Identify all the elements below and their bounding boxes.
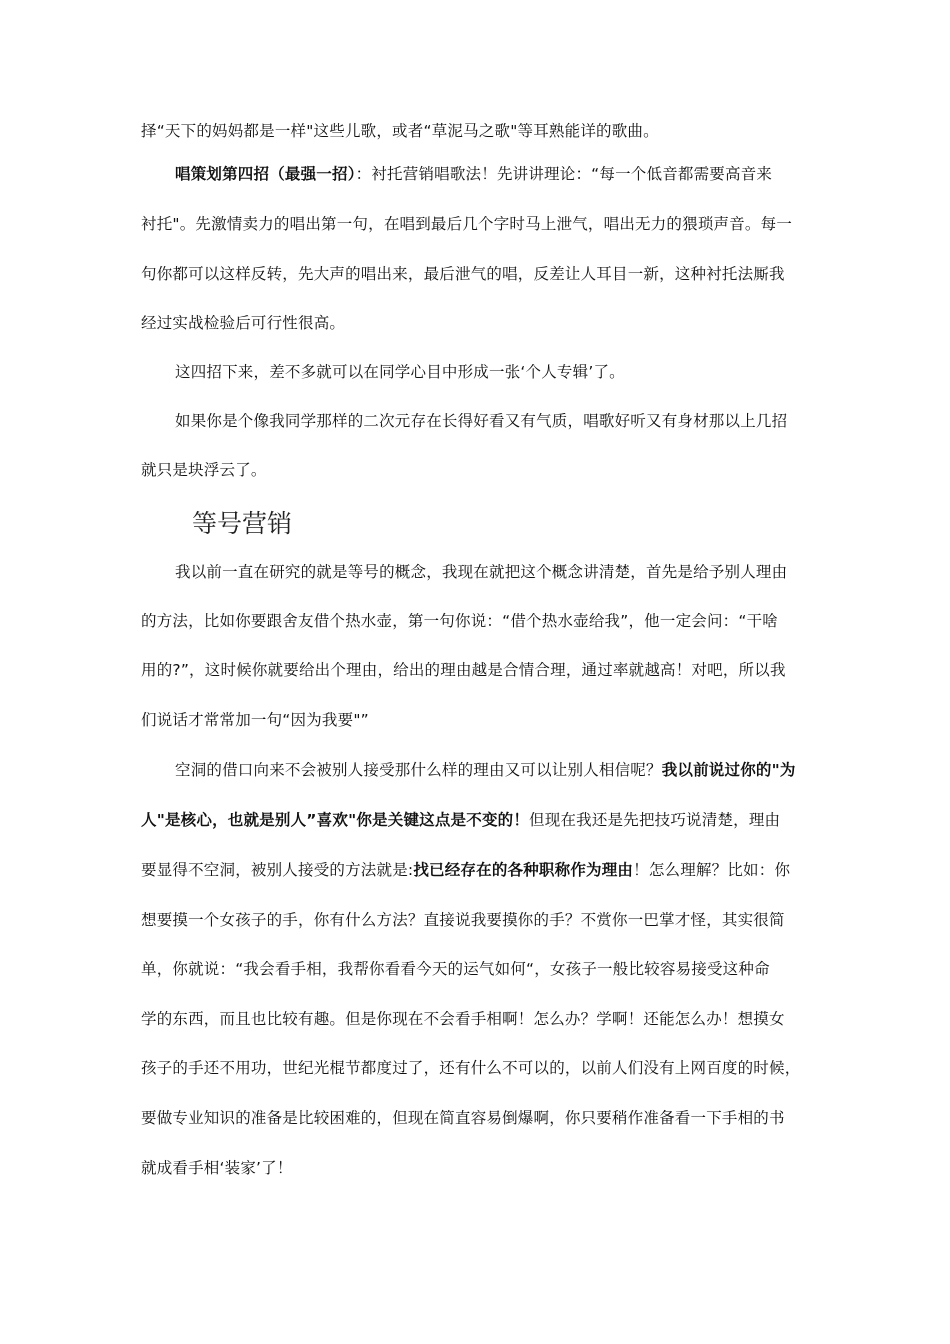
text-line — [141, 460, 821, 480]
text-span: ：衬托营销唱歌法！先讲讲理论：“每一个低音都需要高音来 — [355, 165, 773, 183]
section-heading: 等号营销 — [192, 509, 293, 538]
text-span: 就只是块浮云了。 — [141, 461, 267, 479]
text-line — [141, 959, 821, 979]
text-line — [141, 910, 821, 930]
text-span: ！怎么理解？比如：你 — [633, 861, 791, 879]
text-span: 孩子的手还不用功，世纪光棍节都度过了，还有什么不可以的，以前人们没有上网百度的时候， — [141, 1059, 801, 1077]
text-line — [141, 710, 821, 730]
text-line — [141, 660, 821, 680]
bold-span: 人"是核心，也就是别人”喜欢"你是关键这点是不变的！ — [141, 811, 530, 829]
text-line — [141, 1009, 821, 1029]
text-span: 句你都可以这样反转，先大声的唱出来，最后泄气的唱，反差让人耳目一新，这种衬托法厮我 — [141, 265, 785, 283]
text-span: 们说话才常常加一句“因为我要"” — [141, 711, 369, 729]
text-line — [141, 313, 821, 333]
text-line — [141, 121, 821, 141]
text-line — [175, 562, 821, 582]
text-span: 这四招下来，差不多就可以在同学心目中形成一张‘个人专辑’了。 — [175, 363, 625, 381]
bold-span: 我以前说过你的"为 — [661, 761, 796, 779]
text-line — [141, 810, 821, 830]
text-line — [175, 760, 821, 780]
text-span: 要显得不空洞，被别人接受的方法就是: — [141, 861, 414, 879]
text-span: 用的?”，这时候你就要给出个理由，给出的理由越是合情合理，通过率就越高！对吧，所以我 — [141, 661, 786, 679]
text-span: 要做专业知识的准备是比较困难的，但现在简直容易倒爆啊，你只要稍作准备看一下手相的书 — [141, 1109, 785, 1127]
text-line — [175, 164, 821, 184]
text-span: 的方法，比如你要跟舍友借个热水壶，第一句你说：“借个热水壶给我”，他一定会问：“干啥 — [141, 612, 778, 630]
bold-span: 唱策划第四招（最强一招） — [175, 165, 356, 183]
text-span: 空洞的借口向来不会被别人接受那什么样的理由又可以让别人相信呢？ — [175, 761, 662, 779]
text-span: 想要摸一个女孩子的手，你有什么方法？直接说我要摸你的手？不赏你一巴掌才怪，其实很简 — [141, 911, 785, 929]
text-line — [141, 214, 821, 234]
text-span: 我以前一直在研究的就是等号的概念，我现在就把这个概念讲清楚，首先是给予别人理由 — [175, 563, 788, 581]
text-span: 就成看手相‘装家’了！ — [141, 1159, 293, 1177]
text-span: 单，你就说：“我会看手相，我帮你看看今天的运气如何“，女孩子一般比较容易接受这种命 — [141, 960, 770, 978]
text-span: 学的东西，而且也比较有趣。但是你现在不会看手相啊！怎么办？学啊！还能怎么办！想摸女 — [141, 1010, 785, 1028]
bold-span: 找已经存在的各种职称作为理由 — [413, 861, 634, 879]
text-line — [141, 1108, 821, 1128]
text-span: 但现在我还是先把技巧说清楚，理由 — [529, 811, 781, 829]
text-line — [141, 264, 821, 284]
text-line — [175, 411, 821, 431]
text-line — [141, 1158, 821, 1178]
text-line — [175, 362, 821, 382]
text-line — [141, 1058, 821, 1078]
text-line — [141, 860, 821, 880]
text-span: 衬托"。先激情卖力的唱出第一句，在唱到最后几个字时马上泄气，唱出无力的猥琐声音。每一 — [141, 215, 793, 233]
text-span: 经过实战检验后可行性很高。 — [141, 314, 346, 332]
text-span: 择“天下的妈妈都是一样"这些儿歌，或者“草泥马之歌"等耳熟能详的歌曲。 — [141, 122, 659, 140]
text-span: 如果你是个像我同学那样的二次元存在长得好看又有气质，唱歌好听又有身材那以上几招 — [175, 412, 788, 430]
text-line — [141, 611, 821, 631]
